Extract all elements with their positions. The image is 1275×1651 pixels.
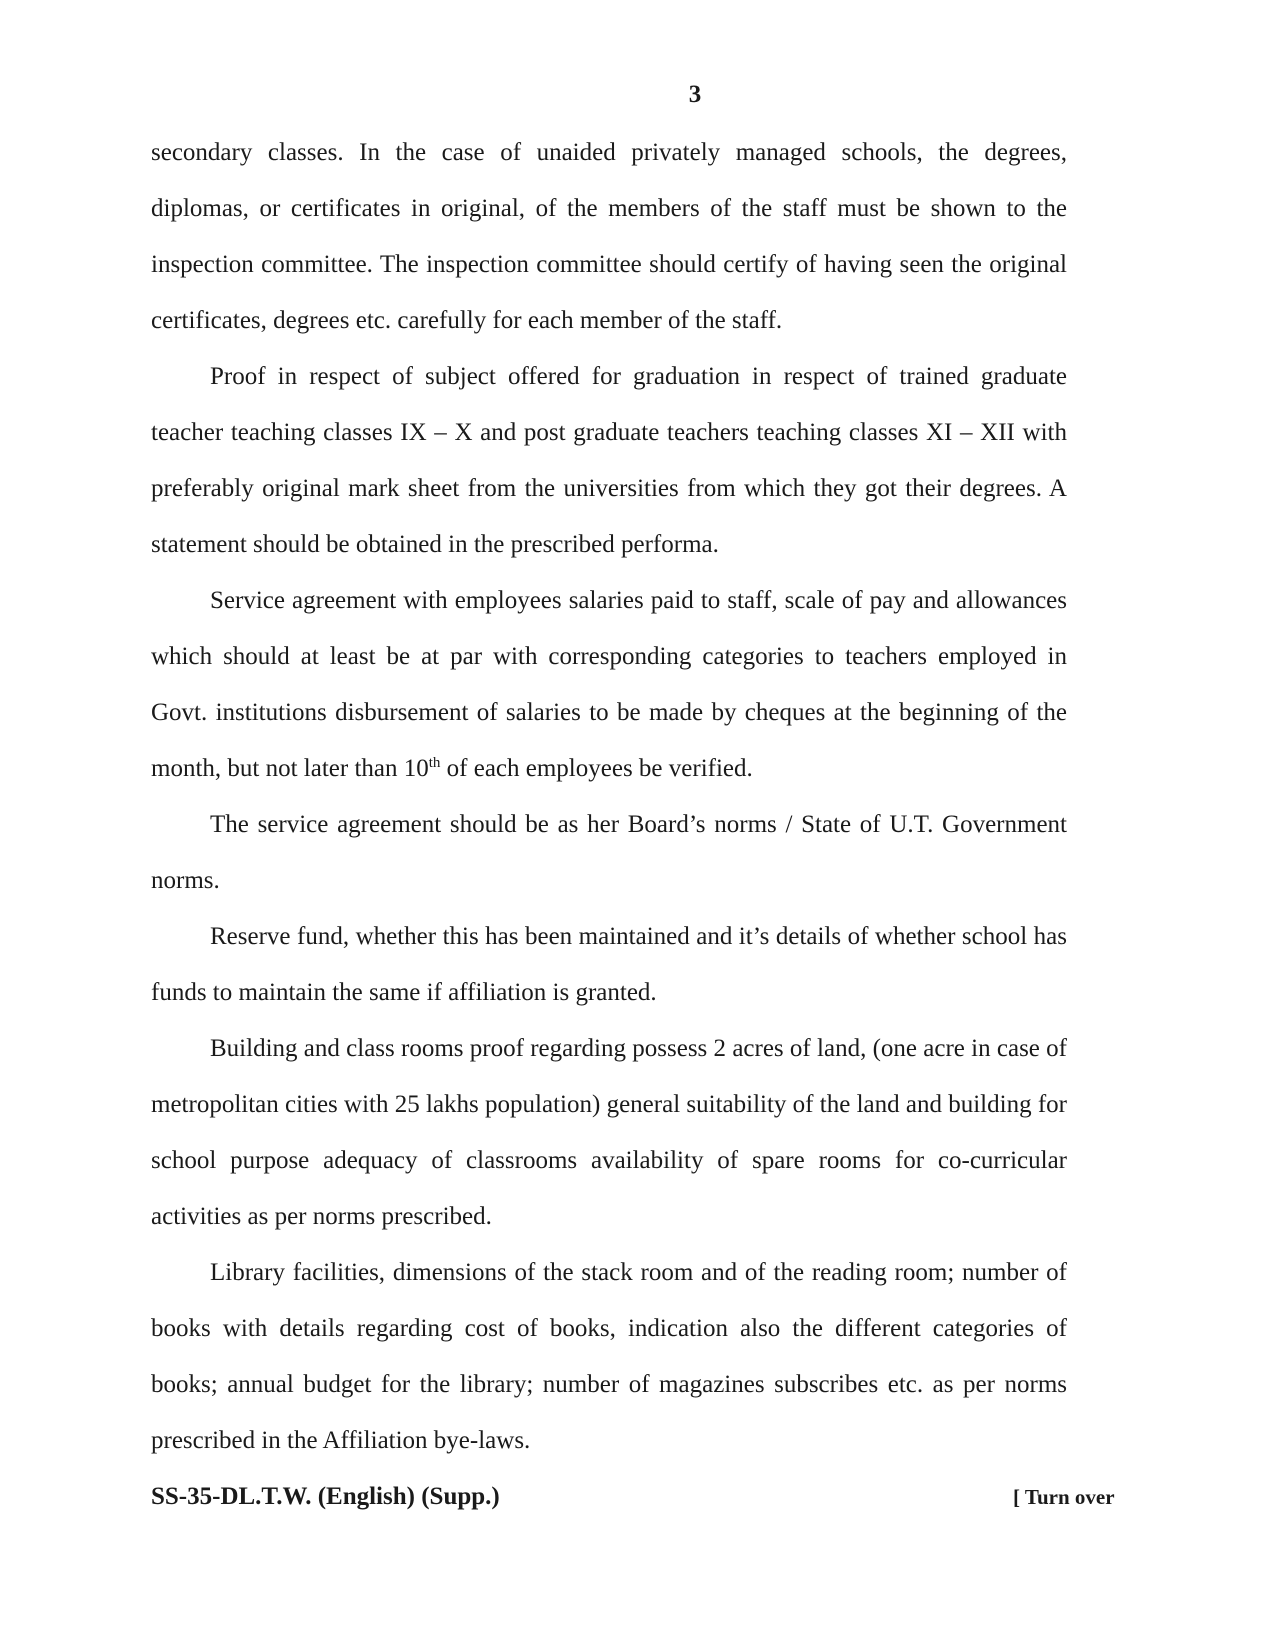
page-number: 3 xyxy=(688,81,702,108)
paragraph-service-agreement-norms: The service agreement should be as her Board’s norms / State of U.T. Government norms. xyxy=(151,811,1067,894)
paragraph-building-classrooms: Building and class rooms proof regarding possess 2 acres of land, (one acre in case of metropolitan cities with 25 lakhs population) general suitability of the land and building for school purpose adequacy of classrooms availability of spare rooms for co-curricular activities as per norms prescribed. xyxy=(151,1035,1067,1230)
paragraph-service-agreement-salaries xyxy=(151,573,1067,797)
salary-text-before: Service agreement with employees salaries paid to staff, scale of pay and allowances which should at least be at par with corresponding categories to teachers employed in Govt. institutions disbursement of salaries to be made by cheques at the beginning of the month, but not later than 10 xyxy=(151,587,1067,782)
footer-turn-over: [ Turn over xyxy=(1013,1485,1115,1509)
document-body xyxy=(151,125,1067,1469)
footer-document-code: SS-35-DL.T.W. (English) (Supp.) xyxy=(151,1483,500,1510)
paragraph-library-facilities: Library facilities, dimensions of the stack room and of the reading room; number of books with details regarding cost of books, indication also the different categories of books; annual budget for the library; number of magazines subscribes etc. as per norms prescribed in the Affiliation bye-laws. xyxy=(151,1259,1067,1454)
paragraph-subject-proof: Proof in respect of subject offered for graduation in respect of trained graduate teacher teaching classes IX – X and post graduate teachers teaching classes XI – XII with preferably original mark sheet from the universities from which they got their degrees. A statement should be obtained in the prescribed performa. xyxy=(151,363,1067,558)
paragraph-staff-certificates: secondary classes. In the case of unaided privately managed schools, the degrees, diplomas, or certificates in original, of the members of the staff must be shown to the inspection committee. The inspection committee should certify of having seen the original certificates, degrees etc. carefully for each member of the staff. xyxy=(151,139,1067,334)
paragraph-reserve-fund: Reserve fund, whether this has been maintained and it’s details of whether school has funds to maintain the same if affiliation is granted. xyxy=(151,923,1067,1006)
salary-text-after: of each employees be verified. xyxy=(440,755,753,782)
ordinal-superscript: th xyxy=(428,755,441,771)
